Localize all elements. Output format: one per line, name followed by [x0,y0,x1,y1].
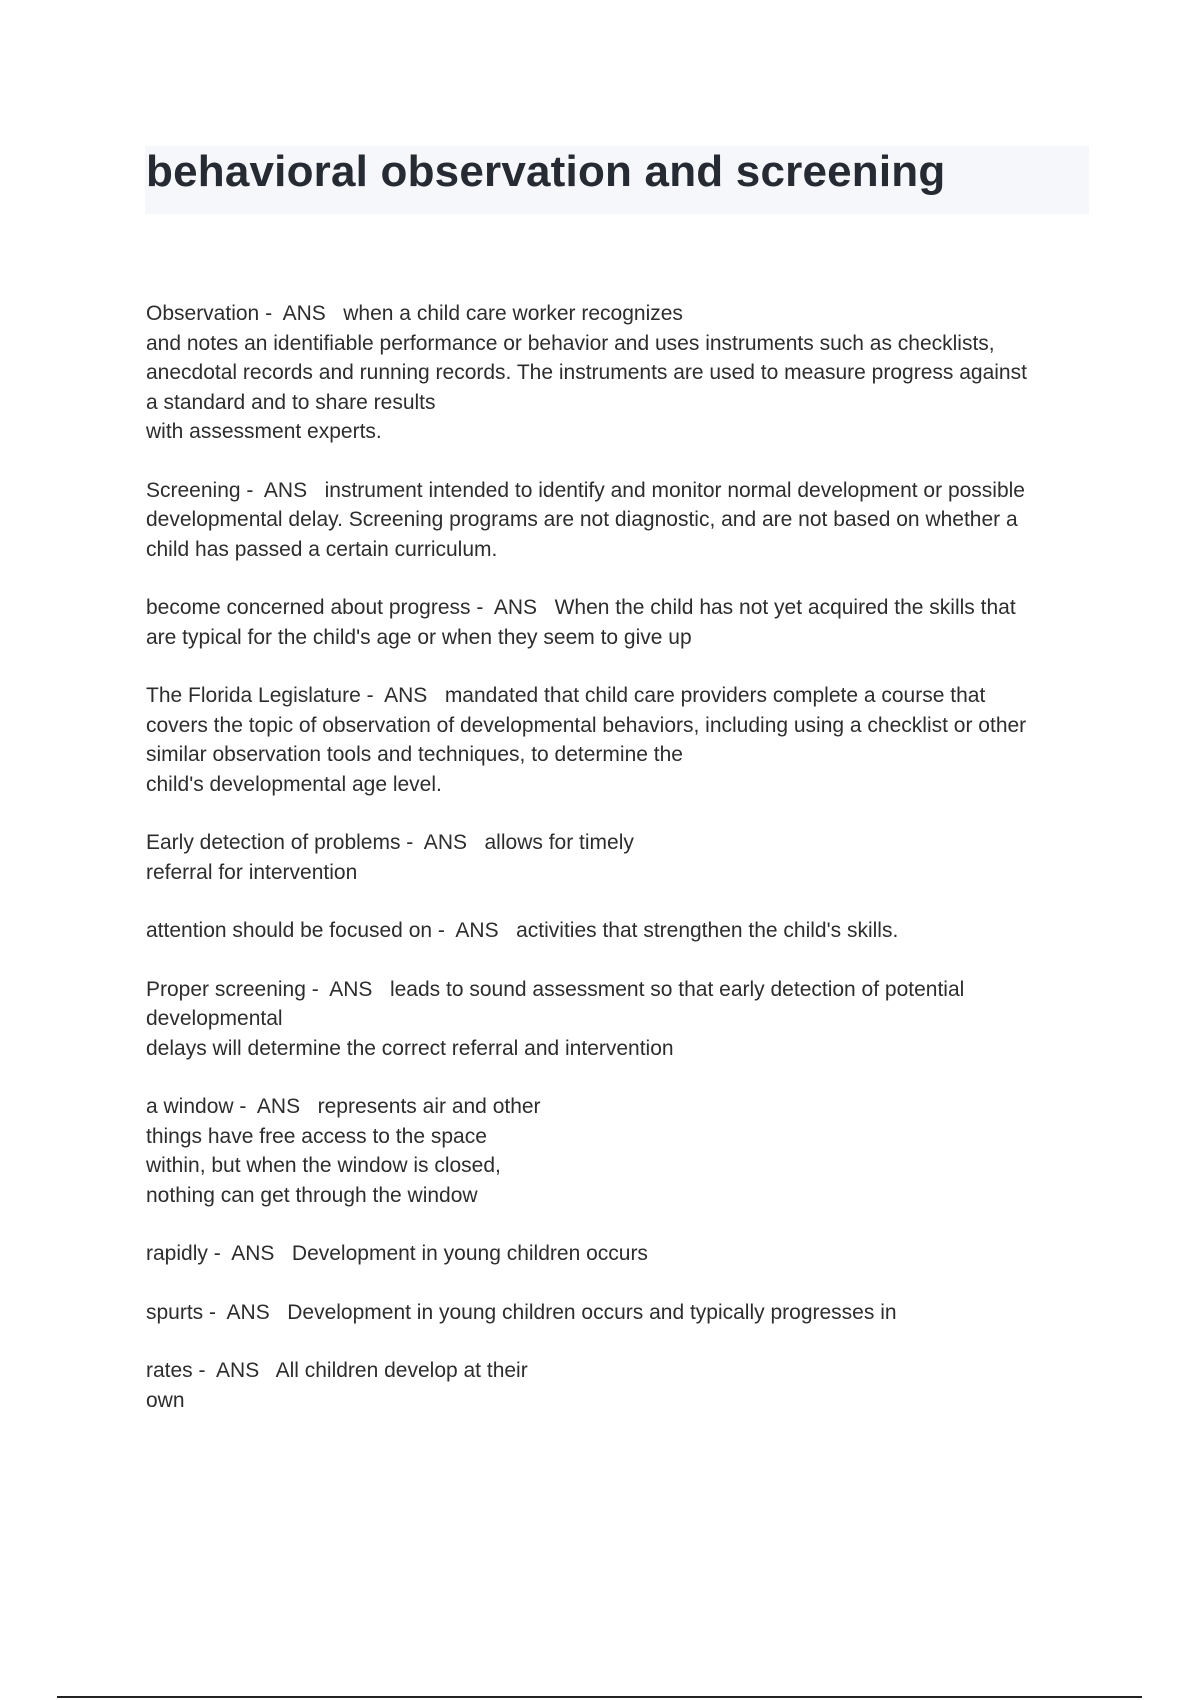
qa-term: Early detection of problems [146,831,401,854]
qa-answer-line: delays will determine the correct referral and intervention [146,1036,674,1060]
qa-answer-start: Development in young children occurs and typically progresses in [287,1300,897,1324]
qa-term: rates [146,1359,193,1382]
qa-answer-marker: - ANS [240,478,325,502]
qa-answer-start: leads to sound assessment so that early detection of potential [389,977,965,1001]
qa-answer-start: activities that strengthen the child's skills. [516,919,899,942]
qa-first-line [146,916,1086,946]
qa-first-line [146,299,1086,329]
qa-answer-line: anecdotal records and running records. The instruments are used to measure progress against [146,361,1027,384]
qa-entry [146,916,1086,946]
qa-answer-line: own [146,1388,185,1412]
qa-answer-marker: - ANS [305,977,390,1001]
qa-term: Proper screening [146,977,306,1001]
qa-first-line [146,681,1086,711]
qa-entry [146,828,1086,887]
qa-entry [146,1239,1086,1269]
qa-answer-line: things have free access to the space [146,1124,487,1148]
qa-answer-start: When the child has not yet acquired the skills that [554,596,1016,619]
qa-answer-start: Development in young children occurs [291,1242,648,1265]
qa-first-line [146,975,1086,1005]
qa-term: Observation [146,302,260,325]
qa-answer-marker: - ANS [259,302,344,325]
qa-answer-line: similar observation tools and techniques, to determine the [146,743,683,766]
qa-term: The Florida Legislature [146,684,361,707]
qa-first-line [146,593,1086,623]
qa-first-line [146,828,1086,858]
qa-answer-marker: - ANS [470,596,555,619]
qa-answer-marker: - ANS [207,1242,292,1265]
qa-answer-start: instrument intended to identify and monitor normal development or possible [324,478,1025,502]
qa-entry [146,476,1086,565]
qa-answer-line: child's developmental age level. [146,772,442,796]
qa-first-line [146,1298,1086,1328]
qa-answer-line: and notes an identifiable performance or behavior and uses instruments such as checklists, [146,331,995,355]
qa-answer-line: nothing can get through the window [146,1183,478,1207]
qa-answer-line: are typical for the child's age or when they seem to give up [146,625,692,649]
document-title: behavioral observation and screening [146,147,946,196]
qa-answer-line: developmental [146,1007,283,1030]
qa-answer-marker: - ANS [203,1300,288,1324]
qa-list [146,299,1086,1444]
qa-answer-marker: - ANS [432,919,517,942]
qa-entry [146,1092,1086,1210]
qa-term: rapidly [146,1242,208,1265]
qa-entry [146,681,1086,799]
qa-entry [146,299,1086,447]
qa-answer-line: referral for intervention [146,860,358,884]
qa-first-line [146,1356,1086,1386]
qa-answer-line: a standard and to share results [146,390,436,414]
qa-answer-line: covers the topic of observation of developmental behaviors, including using a checklist or other [146,713,1027,737]
qa-entry [146,975,1086,1064]
qa-answer-start: mandated that child care providers complete a course that [444,684,986,707]
qa-first-line [146,476,1086,506]
qa-entry [146,1298,1086,1328]
qa-first-line [146,1239,1086,1269]
qa-answer-marker: - ANS [400,831,485,854]
qa-answer-marker: - ANS [192,1359,276,1382]
qa-answer-line: developmental delay. Screening programs are not diagnostic, and are not based on whether a [146,508,1018,531]
qa-answer-marker: - ANS [360,684,445,707]
qa-answer-start: allows for timely [484,831,634,854]
qa-entry [146,1356,1086,1415]
qa-answer-line: child has passed a certain curriculum. [146,537,498,561]
qa-term: attention should be focused on [146,919,433,942]
qa-term: Screening [146,478,241,502]
qa-answer-marker: - ANS [233,1095,318,1118]
qa-answer-line: within, but when the window is closed, [146,1154,501,1177]
qa-entry [146,593,1086,652]
qa-answer-start: represents air and other [317,1095,541,1118]
qa-first-line [146,1092,1086,1122]
qa-term: spurts [146,1300,204,1324]
qa-answer-line: with assessment experts. [146,420,382,443]
qa-term: become concerned about progress [146,596,471,619]
qa-answer-start: when a child care worker recognizes [343,302,683,325]
qa-term: a window [146,1095,234,1118]
footer-rule [57,1696,1142,1698]
qa-answer-start: All children develop at their [275,1359,528,1382]
